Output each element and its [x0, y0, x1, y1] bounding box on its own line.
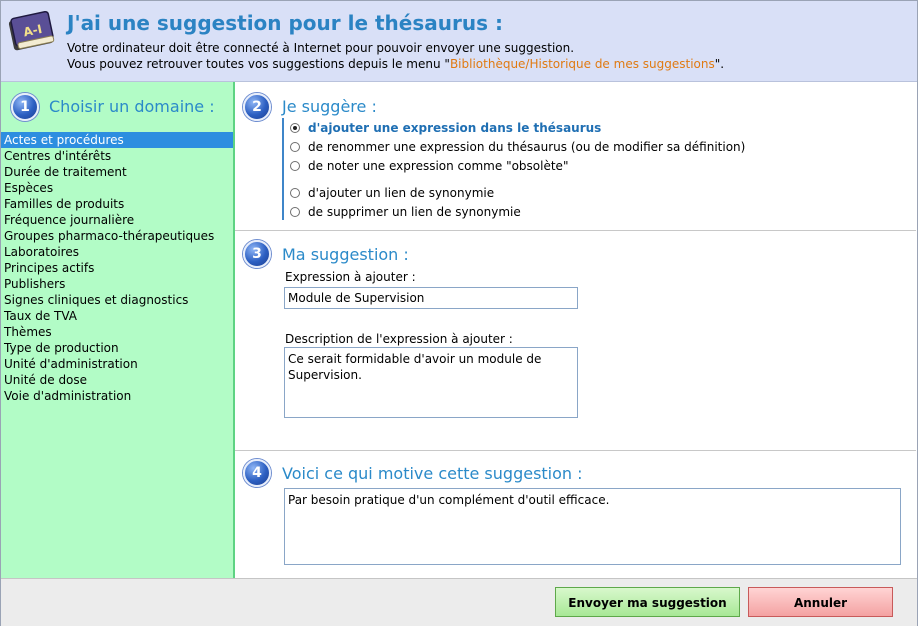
book-icon — [5, 7, 57, 55]
radio-button[interactable] — [290, 207, 300, 217]
domain-item[interactable]: Principes actifs — [4, 261, 95, 275]
step-3-badge: 3 — [243, 240, 271, 268]
suggest-option[interactable] — [290, 204, 521, 220]
domain-item[interactable]: Signes cliniques et diagnostics — [4, 293, 189, 307]
my-suggestion-section-title: Ma suggestion : — [282, 245, 409, 264]
domain-item[interactable]: Fréquence journalière — [4, 213, 135, 227]
suggest-option[interactable] — [290, 185, 494, 201]
domain-item[interactable]: Centres d'intérêts — [4, 149, 112, 163]
domain-item[interactable]: Voie d'administration — [4, 389, 132, 403]
domain-panel — [1, 82, 235, 578]
suggest-option[interactable] — [290, 158, 568, 174]
motive-section-title: Voici ce qui motive cette suggestion : — [282, 464, 583, 483]
radio-label: de noter une expression comme "obsolète" — [308, 159, 569, 173]
section-divider — [235, 230, 916, 231]
dialog-header — [1, 1, 917, 82]
radio-button[interactable] — [290, 123, 300, 133]
history-menu-link[interactable]: Bibliothèque/Historique de mes suggestions — [449, 57, 715, 71]
description-textarea[interactable]: Ce serait formidable d'avoir un module de Supervision. — [284, 347, 578, 418]
domain-item[interactable]: Type de production — [4, 341, 119, 355]
radio-button[interactable] — [290, 142, 300, 152]
domain-item[interactable]: Unité d'administration — [4, 357, 138, 371]
domain-item[interactable]: Laboratoires — [4, 245, 79, 259]
domain-item[interactable]: Actes et procédures — [1, 132, 233, 148]
section-divider — [235, 450, 916, 451]
history-notice-suffix: ". — [714, 57, 725, 71]
radio-button[interactable] — [290, 188, 300, 198]
step-4-badge: 4 — [243, 459, 271, 487]
cancel-button[interactable]: Annuler — [748, 587, 893, 617]
expression-label: Expression à ajouter : — [285, 270, 416, 284]
domain-item[interactable]: Thèmes — [4, 325, 52, 339]
domain-list — [1, 132, 233, 404]
radio-label: d'ajouter un lien de synonymie — [308, 186, 495, 200]
expression-input[interactable] — [284, 287, 578, 309]
domain-item[interactable]: Unité de dose — [4, 373, 88, 387]
description-label: Description de l'expression à ajouter : — [285, 332, 513, 346]
domain-item[interactable]: Groupes pharmaco-thérapeutiques — [4, 229, 215, 243]
dialog-title: J'ai une suggestion pour le thésaurus : — [67, 11, 503, 35]
step-1-badge: 1 — [11, 93, 39, 121]
suggest-option[interactable] — [290, 139, 745, 155]
radio-label: d'ajouter une expression dans le thésaurus — [308, 121, 602, 135]
suggest-option[interactable] — [290, 120, 601, 136]
history-notice-prefix: Vous pouvez retrouver toutes vos suggestions depuis le menu " — [67, 57, 450, 71]
history-notice — [67, 57, 724, 71]
dialog-footer — [1, 578, 917, 626]
domain-item[interactable]: Espèces — [4, 181, 54, 195]
domain-item[interactable]: Familles de produits — [4, 197, 125, 211]
svg-text:A-I: A-I — [22, 21, 44, 40]
radio-label: de supprimer un lien de synonymie — [308, 205, 521, 219]
send-suggestion-button[interactable]: Envoyer ma suggestion — [555, 587, 740, 617]
motive-textarea[interactable]: Par besoin pratique d'un complément d'outil efficace. — [284, 488, 901, 565]
step-2-badge: 2 — [243, 93, 271, 121]
suggest-section-title: Je suggère : — [282, 97, 377, 116]
domain-item[interactable]: Publishers — [4, 277, 66, 291]
radio-button[interactable] — [290, 161, 300, 171]
suggest-options-bar — [282, 118, 284, 220]
domain-item[interactable]: Durée de traitement — [4, 165, 127, 179]
connection-notice: Votre ordinateur doit être connecté à Internet pour pouvoir envoyer une suggestion. — [67, 41, 575, 55]
radio-label: de renommer une expression du thésaurus (ou de modifier sa définition) — [308, 140, 746, 154]
domain-item[interactable]: Taux de TVA — [4, 309, 78, 323]
domain-section-title: Choisir un domaine : — [49, 97, 215, 116]
